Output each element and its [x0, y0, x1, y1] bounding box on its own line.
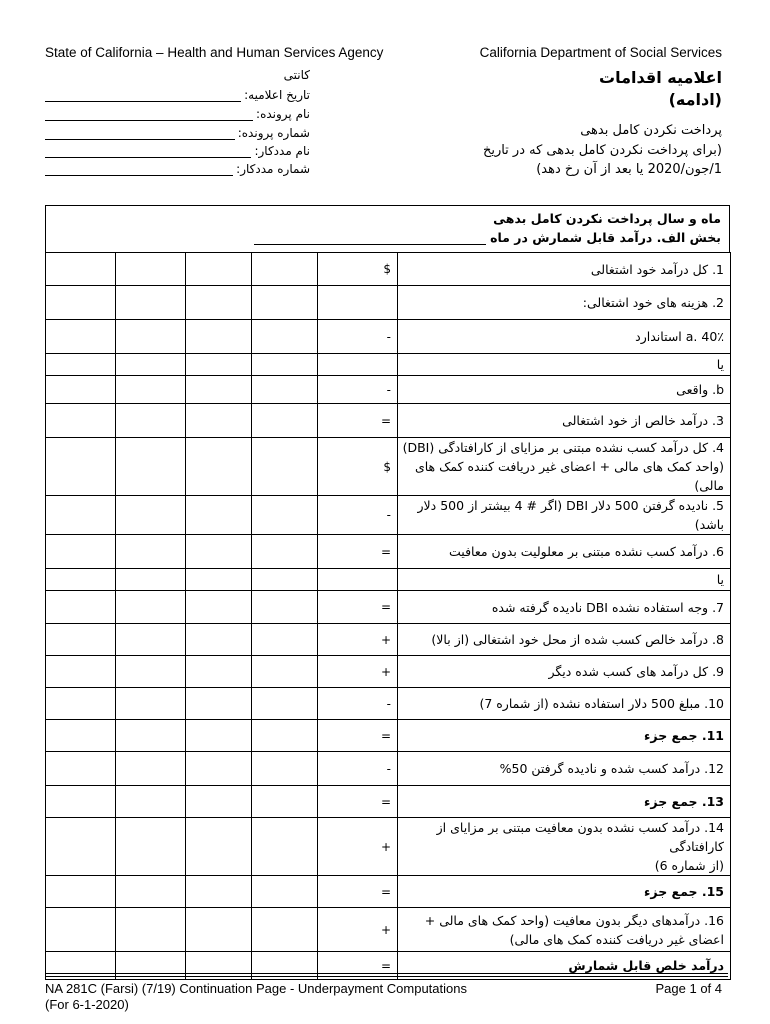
- description-line: 5. نادیده گرفتن 500 دلار DBI (اگر # 4 بیشتر از 500 دلار باشد): [417, 498, 724, 532]
- case-name-line[interactable]: [45, 108, 253, 121]
- amount-cell[interactable]: [252, 535, 318, 569]
- amount-cell[interactable]: [46, 656, 116, 688]
- table-row: [46, 818, 731, 876]
- amount-cell[interactable]: [252, 656, 318, 688]
- case-number-field[interactable]: [45, 126, 310, 140]
- case-number-line[interactable]: [45, 127, 235, 140]
- amount-cell[interactable]: [116, 720, 186, 752]
- description-cell: [398, 404, 731, 438]
- operator-cell: +: [318, 624, 398, 656]
- notice-date-line[interactable]: [45, 89, 241, 102]
- amount-cell[interactable]: [186, 908, 252, 952]
- table-row: [46, 656, 731, 688]
- agency-left: State of California – Health and Human Services Agency: [45, 45, 384, 60]
- amount-cell[interactable]: [46, 591, 116, 624]
- table-row: [46, 535, 731, 569]
- amount-cell[interactable]: [116, 591, 186, 624]
- description-line: 11. جمع جزء: [644, 728, 724, 743]
- amount-cell[interactable]: [252, 786, 318, 818]
- description-line: 16. درآمدهای دیگر بدون معافیت (واحد کمک های مالی +: [424, 912, 724, 928]
- amount-cell[interactable]: [252, 908, 318, 952]
- description-cell: [398, 591, 731, 624]
- worker-name-field[interactable]: [45, 144, 310, 158]
- section-header: [45, 205, 730, 253]
- worker-number-field[interactable]: [45, 162, 310, 176]
- operator-cell: [318, 569, 398, 591]
- description-cell: [398, 535, 731, 569]
- amount-cell[interactable]: [46, 569, 116, 591]
- description-cell: [398, 752, 731, 786]
- table-row: [46, 438, 731, 496]
- operator-cell: $: [318, 253, 398, 286]
- case-name-label: نام پرونده:: [256, 107, 310, 121]
- description-cell: [398, 320, 731, 354]
- description-cell: [398, 569, 731, 591]
- amount-cell[interactable]: [46, 376, 116, 404]
- amount-cell[interactable]: [46, 908, 116, 952]
- amount-cell[interactable]: [116, 438, 186, 496]
- description-cell: [398, 376, 731, 404]
- operator-cell: -: [318, 376, 398, 404]
- amount-cell[interactable]: [252, 253, 318, 286]
- description-cell: [398, 688, 731, 720]
- amount-cell[interactable]: [116, 535, 186, 569]
- amount-cell[interactable]: [46, 286, 116, 320]
- amount-cell[interactable]: [46, 354, 116, 376]
- amount-cell[interactable]: [116, 253, 186, 286]
- amount-cell[interactable]: [252, 624, 318, 656]
- operator-cell: =: [318, 591, 398, 624]
- operator-cell: =: [318, 720, 398, 752]
- description-cell: [398, 354, 731, 376]
- amount-cell[interactable]: [186, 535, 252, 569]
- amount-cell[interactable]: [116, 496, 186, 535]
- section-part-a: [254, 230, 721, 245]
- amount-cell[interactable]: [46, 404, 116, 438]
- table-row: [46, 404, 731, 438]
- amount-cell[interactable]: [186, 286, 252, 320]
- table-row: [46, 496, 731, 535]
- amount-cell[interactable]: [186, 720, 252, 752]
- operator-cell: +: [318, 656, 398, 688]
- footer-rule: [45, 973, 728, 974]
- description-line: 3. درآمد خالص از خود اشتغالی: [562, 413, 724, 428]
- amount-cell[interactable]: [46, 438, 116, 496]
- amount-cell[interactable]: [252, 752, 318, 786]
- notice-desc-2: (برای پرداخت نکردن کامل بدهی که در تاریخ: [482, 143, 722, 158]
- description-line: یا: [716, 572, 724, 587]
- amount-cell[interactable]: [116, 320, 186, 354]
- operator-cell: -: [318, 496, 398, 535]
- description-cell: [398, 656, 731, 688]
- operator-cell: -: [318, 320, 398, 354]
- computation-table: [45, 252, 731, 980]
- table-row: [46, 286, 731, 320]
- amount-cell[interactable]: [252, 569, 318, 591]
- amount-cell[interactable]: [46, 876, 116, 908]
- month-line[interactable]: [254, 231, 486, 245]
- table-row: [46, 720, 731, 752]
- description-cell: [398, 908, 731, 952]
- amount-cell[interactable]: [116, 688, 186, 720]
- table-row: [46, 786, 731, 818]
- worker-number-label: شماره مددکار:: [236, 162, 310, 176]
- amount-cell[interactable]: [46, 496, 116, 535]
- description-line: b. واقعی: [676, 382, 724, 397]
- notice-date-field[interactable]: [45, 88, 310, 102]
- amount-cell[interactable]: [116, 404, 186, 438]
- worker-number-line[interactable]: [45, 163, 233, 176]
- section-part-a-label: بخش الف. درآمد قابل شمارش در ماه: [490, 230, 721, 245]
- amount-cell[interactable]: [186, 876, 252, 908]
- amount-cell[interactable]: [186, 496, 252, 535]
- amount-cell[interactable]: [116, 752, 186, 786]
- amount-cell[interactable]: [186, 376, 252, 404]
- description-line: 9. کل درآمد های کسب شده دیگر: [548, 664, 724, 679]
- amount-cell[interactable]: [252, 354, 318, 376]
- amount-cell[interactable]: [116, 569, 186, 591]
- amount-cell[interactable]: [116, 908, 186, 952]
- description-cell: [398, 496, 731, 535]
- amount-cell[interactable]: [186, 624, 252, 656]
- amount-cell[interactable]: [116, 376, 186, 404]
- amount-cell[interactable]: [186, 591, 252, 624]
- description-cell: [398, 876, 731, 908]
- table-row: [46, 908, 731, 952]
- table-row: [46, 376, 731, 404]
- description-line-2: (واحد کمک های مالی + اعضای غیر دریافت کننده کمک های مالی): [414, 459, 724, 493]
- case-name-field[interactable]: [45, 107, 310, 121]
- description-cell: [398, 286, 731, 320]
- notice-date-label: تاریخ اعلامیه:: [244, 88, 310, 102]
- operator-cell: [318, 354, 398, 376]
- footer-rule-2: [45, 976, 728, 977]
- amount-cell[interactable]: [252, 438, 318, 496]
- operator-cell: +: [318, 908, 398, 952]
- amount-cell[interactable]: [186, 688, 252, 720]
- county-label: کانتی: [283, 68, 310, 82]
- amount-cell[interactable]: [186, 752, 252, 786]
- description-line: 15. جمع جزء: [644, 884, 724, 899]
- amount-cell[interactable]: [186, 320, 252, 354]
- table-row: [46, 354, 731, 376]
- notice-desc-3: 1/جون/2020 یا بعد از آن رخ دهد): [536, 162, 722, 177]
- operator-cell: [318, 286, 398, 320]
- amount-cell[interactable]: [116, 656, 186, 688]
- section-month-year: ماه و سال پرداخت نکردن کامل بدهی: [493, 211, 721, 226]
- page-number: Page 1 of 4: [655, 981, 722, 996]
- operator-cell: -: [318, 688, 398, 720]
- amount-cell[interactable]: [46, 535, 116, 569]
- operator-cell: =: [318, 786, 398, 818]
- amount-cell[interactable]: [46, 320, 116, 354]
- description-line: 2. هزینه های خود اشتغالی:: [582, 295, 724, 310]
- description-line: 1. کل درآمد خود اشتغالی: [590, 261, 724, 277]
- amount-cell[interactable]: [252, 496, 318, 535]
- amount-cell[interactable]: [116, 354, 186, 376]
- description-cell: [398, 438, 731, 496]
- amount-cell[interactable]: [252, 286, 318, 320]
- operator-cell: $: [318, 438, 398, 496]
- description-line: a. 40٪ استاندارد: [635, 329, 724, 344]
- table-row: [46, 569, 731, 591]
- table-row: [46, 752, 731, 786]
- amount-cell[interactable]: [186, 404, 252, 438]
- amount-cell[interactable]: [46, 688, 116, 720]
- table-row: [46, 624, 731, 656]
- agency-right: California Department of Social Services: [479, 45, 722, 60]
- amount-cell[interactable]: [186, 354, 252, 376]
- amount-cell[interactable]: [116, 624, 186, 656]
- description-line-2: اعضای غیر دریافت کننده کمک های مالی): [509, 931, 724, 947]
- county-field: [45, 68, 310, 82]
- amount-cell[interactable]: [252, 404, 318, 438]
- notice-subtitle: (ادامه): [668, 90, 722, 109]
- amount-cell[interactable]: [46, 253, 116, 286]
- amount-cell[interactable]: [46, 818, 116, 876]
- description-cell: [398, 253, 731, 286]
- table-row: [46, 320, 731, 354]
- amount-cell[interactable]: [46, 752, 116, 786]
- description-line: 13. جمع جزء: [644, 794, 724, 809]
- description-line: 4. کل درآمد کسب نشده مبتنی بر مزایای از کارافتادگی (DBI): [402, 440, 724, 455]
- worker-name-label: نام مددکار:: [254, 144, 310, 158]
- amount-cell[interactable]: [186, 253, 252, 286]
- amount-cell[interactable]: [186, 438, 252, 496]
- description-line: 14. درآمد کسب نشده بدون معافیت مبتنی بر مزایای از کارافتادگی: [436, 820, 724, 854]
- amount-cell[interactable]: [116, 818, 186, 876]
- table-row: [46, 876, 731, 908]
- form-id: NA 281C (Farsi) (7/19) Continuation Page - Underpayment Computations: [45, 981, 467, 996]
- amount-cell[interactable]: [46, 720, 116, 752]
- table-row: [46, 253, 731, 286]
- description-line: 10. مبلغ 500 دلار استفاده نشده (از شماره 7): [479, 696, 724, 711]
- form-for-date: (For 6-1-2020): [45, 997, 129, 1012]
- operator-cell: =: [318, 535, 398, 569]
- amount-cell[interactable]: [252, 688, 318, 720]
- amount-cell[interactable]: [252, 876, 318, 908]
- amount-cell[interactable]: [252, 720, 318, 752]
- amount-cell[interactable]: [252, 320, 318, 354]
- description-line: 6. درآمد کسب نشده مبتنی بر معلولیت بدون معافیت: [449, 544, 724, 559]
- amount-cell[interactable]: [252, 376, 318, 404]
- operator-cell: =: [318, 952, 398, 980]
- amount-cell[interactable]: [252, 818, 318, 876]
- description-cell: [398, 786, 731, 818]
- operator-cell: +: [318, 818, 398, 876]
- amount-cell[interactable]: [186, 569, 252, 591]
- description-line: 8. درآمد خالص کسب شده از محل خود اشتغالی (از بالا): [431, 632, 724, 647]
- description-line: 12. درآمد کسب شده و نادیده گرفتن 50%: [499, 761, 724, 776]
- operator-cell: -: [318, 752, 398, 786]
- amount-cell[interactable]: [116, 876, 186, 908]
- amount-cell[interactable]: [186, 656, 252, 688]
- worker-name-line[interactable]: [45, 145, 251, 158]
- amount-cell[interactable]: [252, 591, 318, 624]
- amount-cell[interactable]: [186, 786, 252, 818]
- description-line: درآمد خلص قابل شمارش: [568, 958, 724, 973]
- amount-cell[interactable]: [116, 786, 186, 818]
- operator-cell: =: [318, 404, 398, 438]
- description-line: یا: [716, 357, 724, 372]
- notice-desc-1: پرداخت نکردن کامل بدهی: [580, 123, 722, 138]
- table-row: [46, 591, 731, 624]
- amount-cell[interactable]: [46, 624, 116, 656]
- amount-cell[interactable]: [116, 286, 186, 320]
- operator-cell: =: [318, 876, 398, 908]
- case-number-label: شماره پرونده:: [237, 126, 310, 140]
- amount-cell[interactable]: [46, 786, 116, 818]
- description-line-2: (از شماره 6): [654, 858, 724, 873]
- amount-cell[interactable]: [186, 818, 252, 876]
- description-cell: [398, 624, 731, 656]
- description-cell: [398, 720, 731, 752]
- description-line: 7. وجه استفاده نشده DBI نادیده گرفته شده: [491, 599, 724, 615]
- notice-title: اعلامیه اقدامات: [599, 68, 722, 87]
- table-row: [46, 688, 731, 720]
- description-cell: [398, 818, 731, 876]
